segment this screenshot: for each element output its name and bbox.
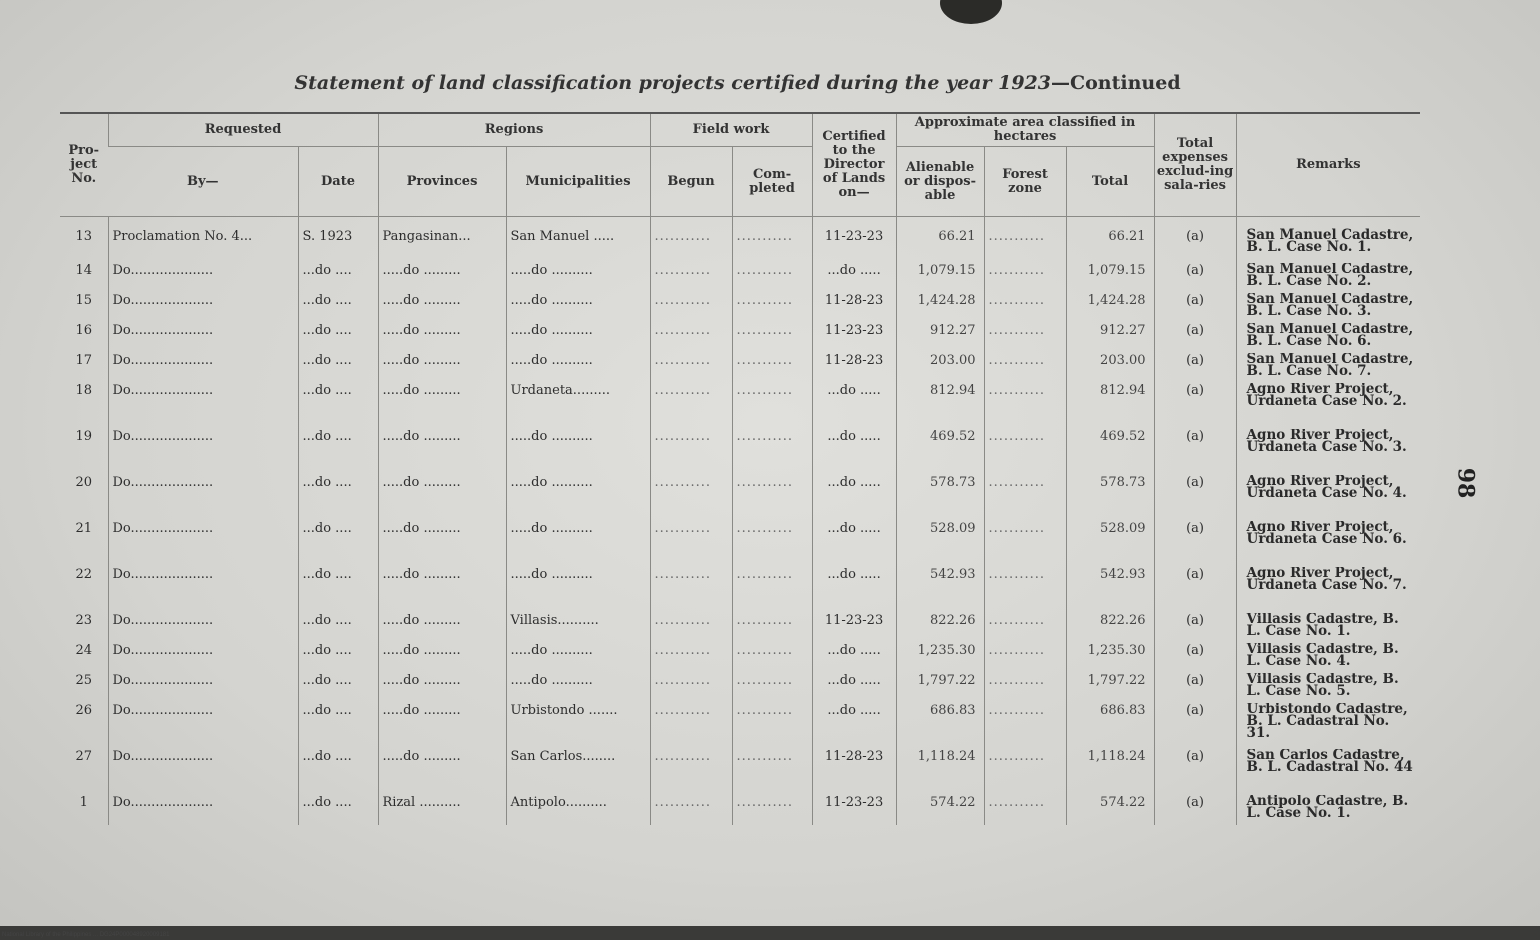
table-row — [60, 429, 1420, 475]
remarks-cell: San Manuel Cadastre, B. L. Case No. 1. — [1236, 217, 1420, 264]
page-number: 98 — [1452, 467, 1479, 499]
remarks-cell: San Manuel Cadastre, B. L. Case No. 2. — [1236, 263, 1420, 293]
table-row — [60, 749, 1420, 795]
header-regions: Regions — [378, 113, 650, 147]
alienable-cell: 66.21 — [896, 217, 984, 264]
certified-cell: ...do ..... — [812, 475, 896, 521]
completed-cell: ........... — [732, 293, 812, 323]
date-cell: S. 1923 — [298, 217, 378, 264]
header-begun: Begun — [650, 147, 732, 217]
requested-by-cell: Do.................... — [108, 567, 298, 613]
municipality-cell: San Carlos........ — [506, 749, 650, 795]
municipality-cell: .....do .......... — [506, 323, 650, 353]
project-no-cell: 15 — [75, 293, 93, 308]
alienable-cell: 1,424.28 — [896, 293, 984, 323]
total-cell: 1,235.30 — [1066, 643, 1154, 673]
certified-cell: ...do ..... — [812, 703, 896, 749]
certified-cell: 11-23-23 — [812, 323, 896, 353]
forest-cell: ........... — [984, 567, 1066, 613]
expenses-cell: (a) — [1154, 749, 1236, 795]
remarks-cell: Agno River Project, Urdaneta Case No. 6. — [1236, 521, 1420, 567]
forest-cell: ........... — [984, 383, 1066, 429]
certified-cell: ...do ..... — [812, 673, 896, 703]
alienable-cell: 1,118.24 — [896, 749, 984, 795]
project-no-cell: 26 — [75, 703, 93, 718]
begun-cell: ........... — [650, 567, 732, 613]
alienable-cell: 542.93 — [896, 567, 984, 613]
project-no-cell: 20 — [75, 475, 93, 490]
date-cell: ...do .... — [298, 383, 378, 429]
date-cell: ...do .... — [298, 613, 378, 643]
province-cell: .....do ......... — [378, 323, 506, 353]
total-cell: 912.27 — [1066, 323, 1154, 353]
certified-cell: ...do ..... — [812, 263, 896, 293]
municipality-cell: .....do .......... — [506, 673, 650, 703]
completed-cell: ........... — [732, 567, 812, 613]
remarks-cell: Agno River Project, Urdaneta Case No. 4. — [1236, 475, 1420, 521]
municipality-cell: .....do .......... — [506, 643, 650, 673]
requested-by-cell: Do.................... — [108, 429, 298, 475]
header-by: By— — [108, 147, 298, 217]
alienable-cell: 686.83 — [896, 703, 984, 749]
header-date: Date — [298, 147, 378, 217]
alienable-cell: 912.27 — [896, 323, 984, 353]
header-alienable: Alienable or dispos-able — [896, 147, 984, 217]
certified-cell: ...do ..... — [812, 383, 896, 429]
completed-cell: ........... — [732, 429, 812, 475]
expenses-cell: (a) — [1154, 521, 1236, 567]
header-total: Total — [1066, 147, 1154, 217]
table-row — [60, 567, 1420, 613]
province-cell: .....do ......... — [378, 293, 506, 323]
project-no-cell: 19 — [75, 429, 93, 444]
completed-cell: ........... — [732, 521, 812, 567]
municipality-cell: .....do .......... — [506, 567, 650, 613]
province-cell: .....do ......... — [378, 263, 506, 293]
certified-cell: 11-23-23 — [812, 795, 896, 825]
date-cell: ...do .... — [298, 323, 378, 353]
requested-by-cell: Do.................... — [108, 613, 298, 643]
total-cell: 542.93 — [1066, 567, 1154, 613]
alienable-cell: 1,235.30 — [896, 643, 984, 673]
begun-cell: ........... — [650, 323, 732, 353]
land-classification-table — [60, 112, 1420, 825]
province-cell: Rizal .......... — [378, 795, 506, 825]
alienable-cell: 469.52 — [896, 429, 984, 475]
date-cell: ...do .... — [298, 567, 378, 613]
title-tail: —Continued — [1051, 72, 1181, 94]
table-row — [60, 673, 1420, 703]
table-row — [60, 383, 1420, 429]
table-row — [60, 795, 1420, 825]
project-no-cell: 14 — [75, 263, 93, 278]
expenses-cell: (a) — [1154, 383, 1236, 429]
alienable-cell: 528.09 — [896, 521, 984, 567]
footer-note: National Library of the Philippines ... DG24P000048920009181 — [2, 932, 170, 938]
header-municipalities: Municipalities — [506, 147, 650, 217]
project-no-cell: 21 — [75, 521, 93, 536]
expenses-cell: (a) — [1154, 353, 1236, 383]
province-cell: .....do ......... — [378, 429, 506, 475]
alienable-cell: 578.73 — [896, 475, 984, 521]
date-cell: ...do .... — [298, 475, 378, 521]
project-no-cell: 17 — [75, 353, 93, 368]
total-cell: 578.73 — [1066, 475, 1154, 521]
header-approx-area: Approximate area classified in hectares — [896, 113, 1154, 147]
requested-by-cell: Do.................... — [108, 703, 298, 749]
begun-cell: ........... — [650, 383, 732, 429]
remarks-cell: Antipolo Cadastre, B. L. Case No. 1. — [1236, 795, 1420, 825]
requested-by-cell: Do.................... — [108, 263, 298, 293]
date-cell: ...do .... — [298, 643, 378, 673]
table-row — [60, 323, 1420, 353]
forest-cell: ........... — [984, 673, 1066, 703]
alienable-cell: 574.22 — [896, 795, 984, 825]
begun-cell: ........... — [650, 293, 732, 323]
remarks-cell: Villasis Cadastre, B. L. Case No. 5. — [1236, 673, 1420, 703]
begun-cell: ........... — [650, 475, 732, 521]
table-row — [60, 521, 1420, 567]
requested-by-cell: Do.................... — [108, 323, 298, 353]
begun-cell: ........... — [650, 429, 732, 475]
total-cell: 1,079.15 — [1066, 263, 1154, 293]
title-italic: Statement of land classification projects certified during the year 1923 — [294, 72, 1051, 94]
forest-cell: ........... — [984, 429, 1066, 475]
begun-cell: ........... — [650, 217, 732, 264]
forest-cell: ........... — [984, 521, 1066, 567]
requested-by-cell: Do.................... — [108, 353, 298, 383]
certified-cell: 11-23-23 — [812, 217, 896, 264]
expenses-cell: (a) — [1154, 263, 1236, 293]
completed-cell: ........... — [732, 613, 812, 643]
remarks-cell: Urbistondo Cadastre, B. L. Cadastral No. 31. — [1236, 703, 1420, 749]
municipality-cell: .....do .......... — [506, 353, 650, 383]
forest-cell: ........... — [984, 795, 1066, 825]
project-no-cell: 1 — [79, 795, 88, 810]
begun-cell: ........... — [650, 749, 732, 795]
header-certified: Certified to the Director of Lands on— — [812, 113, 896, 217]
forest-cell: ........... — [984, 353, 1066, 383]
date-cell: ...do .... — [298, 673, 378, 703]
certified-cell: ...do ..... — [812, 521, 896, 567]
begun-cell: ........... — [650, 643, 732, 673]
remarks-cell: San Carlos Cadastre, B. L. Cadastral No. 44 — [1236, 749, 1420, 795]
remarks-cell: Agno River Project, Urdaneta Case No. 3. — [1236, 429, 1420, 475]
forest-cell: ........... — [984, 293, 1066, 323]
province-cell: Pangasinan... — [378, 217, 506, 264]
completed-cell: ........... — [732, 673, 812, 703]
date-cell: ...do .... — [298, 795, 378, 825]
requested-by-cell: Do.................... — [108, 475, 298, 521]
municipality-cell: .....do .......... — [506, 263, 650, 293]
forest-cell: ........... — [984, 263, 1066, 293]
table-row — [60, 353, 1420, 383]
header-remarks: Remarks — [1236, 113, 1420, 217]
total-cell: 686.83 — [1066, 703, 1154, 749]
header-field-work: Field work — [650, 113, 812, 147]
remarks-cell: San Manuel Cadastre, B. L. Case No. 6. — [1236, 323, 1420, 353]
project-no-cell: 24 — [75, 643, 93, 658]
total-cell: 1,424.28 — [1066, 293, 1154, 323]
completed-cell: ........... — [732, 323, 812, 353]
certified-cell: 11-28-23 — [812, 353, 896, 383]
total-cell: 822.26 — [1066, 613, 1154, 643]
begun-cell: ........... — [650, 703, 732, 749]
forest-cell: ........... — [984, 475, 1066, 521]
expenses-cell: (a) — [1154, 429, 1236, 475]
table-row — [60, 293, 1420, 323]
total-cell: 1,797.22 — [1066, 673, 1154, 703]
date-cell: ...do .... — [298, 263, 378, 293]
province-cell: .....do ......... — [378, 749, 506, 795]
header-total-expenses: Total expenses exclud-ing sala-ries — [1154, 113, 1236, 217]
date-cell: ...do .... — [298, 749, 378, 795]
municipality-cell: .....do .......... — [506, 521, 650, 567]
certified-cell: ...do ..... — [812, 429, 896, 475]
municipality-cell: .....do .......... — [506, 475, 650, 521]
remarks-cell: Villasis Cadastre, B. L. Case No. 4. — [1236, 643, 1420, 673]
province-cell: .....do ......... — [378, 703, 506, 749]
header-project-no: Pro-ject No. — [60, 113, 108, 217]
expenses-cell: (a) — [1154, 613, 1236, 643]
header-provinces: Provinces — [378, 147, 506, 217]
project-no-cell: 27 — [75, 749, 93, 764]
expenses-cell: (a) — [1154, 673, 1236, 703]
province-cell: .....do ......... — [378, 521, 506, 567]
forest-cell: ........... — [984, 323, 1066, 353]
total-cell: 66.21 — [1066, 217, 1154, 264]
total-cell: 1,118.24 — [1066, 749, 1154, 795]
completed-cell: ........... — [732, 263, 812, 293]
requested-by-cell: Do.................... — [108, 521, 298, 567]
forest-cell: ........... — [984, 749, 1066, 795]
requested-by-cell: Do.................... — [108, 383, 298, 429]
total-cell: 812.94 — [1066, 383, 1154, 429]
total-cell: 469.52 — [1066, 429, 1154, 475]
certified-cell: 11-28-23 — [812, 749, 896, 795]
remarks-cell: Agno River Project, Urdaneta Case No. 2. — [1236, 383, 1420, 429]
binding-hole — [940, 0, 1002, 24]
expenses-cell: (a) — [1154, 643, 1236, 673]
expenses-cell: (a) — [1154, 293, 1236, 323]
requested-by-cell: Do.................... — [108, 293, 298, 323]
completed-cell: ........... — [732, 703, 812, 749]
page-title — [0, 72, 1475, 94]
begun-cell: ........... — [650, 795, 732, 825]
province-cell: .....do ......... — [378, 673, 506, 703]
expenses-cell: (a) — [1154, 217, 1236, 264]
province-cell: .....do ......... — [378, 567, 506, 613]
begun-cell: ........... — [650, 353, 732, 383]
requested-by-cell: Do.................... — [108, 795, 298, 825]
completed-cell: ........... — [732, 475, 812, 521]
begun-cell: ........... — [650, 673, 732, 703]
table-row — [60, 643, 1420, 673]
remarks-cell: Agno River Project, Urdaneta Case No. 7. — [1236, 567, 1420, 613]
forest-cell: ........... — [984, 643, 1066, 673]
certified-cell: 11-28-23 — [812, 293, 896, 323]
alienable-cell: 812.94 — [896, 383, 984, 429]
project-no-cell: 22 — [75, 567, 93, 582]
alienable-cell: 1,079.15 — [896, 263, 984, 293]
completed-cell: ........... — [732, 353, 812, 383]
province-cell: .....do ......... — [378, 353, 506, 383]
date-cell: ...do .... — [298, 521, 378, 567]
municipality-cell: .....do .......... — [506, 293, 650, 323]
table-row — [60, 475, 1420, 521]
certified-cell: 11-23-23 — [812, 613, 896, 643]
province-cell: .....do ......... — [378, 475, 506, 521]
alienable-cell: 1,797.22 — [896, 673, 984, 703]
province-cell: .....do ......... — [378, 383, 506, 429]
remarks-cell: San Manuel Cadastre, B. L. Case No. 3. — [1236, 293, 1420, 323]
municipality-cell: .....do .......... — [506, 429, 650, 475]
table-row — [60, 263, 1420, 293]
table-row — [60, 703, 1420, 749]
completed-cell: ........... — [732, 217, 812, 264]
completed-cell: ........... — [732, 749, 812, 795]
forest-cell: ........... — [984, 217, 1066, 264]
forest-cell: ........... — [984, 703, 1066, 749]
table-row — [60, 217, 1420, 264]
header-forest: Forest zone — [984, 147, 1066, 217]
certified-cell: ...do ..... — [812, 567, 896, 613]
begun-cell: ........... — [650, 521, 732, 567]
date-cell: ...do .... — [298, 353, 378, 383]
remarks-cell: San Manuel Cadastre, B. L. Case No. 7. — [1236, 353, 1420, 383]
municipality-cell: San Manuel ..... — [506, 217, 650, 264]
date-cell: ...do .... — [298, 293, 378, 323]
date-cell: ...do .... — [298, 703, 378, 749]
requested-by-cell: Do.................... — [108, 673, 298, 703]
project-no-cell: 25 — [75, 673, 93, 688]
project-no-cell: 18 — [75, 383, 93, 398]
header-completed: Com-pleted — [732, 147, 812, 217]
table-row — [60, 613, 1420, 643]
total-cell: 574.22 — [1066, 795, 1154, 825]
municipality-cell: Villasis.......... — [506, 613, 650, 643]
total-cell: 528.09 — [1066, 521, 1154, 567]
forest-cell: ........... — [984, 613, 1066, 643]
expenses-cell: (a) — [1154, 567, 1236, 613]
expenses-cell: (a) — [1154, 323, 1236, 353]
alienable-cell: 822.26 — [896, 613, 984, 643]
scan-edge — [0, 926, 1540, 940]
completed-cell: ........... — [732, 383, 812, 429]
begun-cell: ........... — [650, 613, 732, 643]
expenses-cell: (a) — [1154, 795, 1236, 825]
header-requested: Requested — [108, 113, 378, 147]
completed-cell: ........... — [732, 643, 812, 673]
total-cell: 203.00 — [1066, 353, 1154, 383]
certified-cell: ...do ..... — [812, 643, 896, 673]
requested-by-cell: Do.................... — [108, 643, 298, 673]
project-no-cell: 13 — [75, 229, 93, 244]
requested-by-cell: Do.................... — [108, 749, 298, 795]
province-cell: .....do ......... — [378, 613, 506, 643]
project-no-cell: 16 — [75, 323, 93, 338]
municipality-cell: Urbistondo ....... — [506, 703, 650, 749]
begun-cell: ........... — [650, 263, 732, 293]
date-cell: ...do .... — [298, 429, 378, 475]
project-no-cell: 23 — [75, 613, 93, 628]
expenses-cell: (a) — [1154, 475, 1236, 521]
remarks-cell: Villasis Cadastre, B. L. Case No. 1. — [1236, 613, 1420, 643]
completed-cell: ........... — [732, 795, 812, 825]
expenses-cell: (a) — [1154, 703, 1236, 749]
requested-by-cell: Proclamation No. 4... — [108, 217, 298, 264]
alienable-cell: 203.00 — [896, 353, 984, 383]
province-cell: .....do ......... — [378, 643, 506, 673]
municipality-cell: Urdaneta......... — [506, 383, 650, 429]
municipality-cell: Antipolo.......... — [506, 795, 650, 825]
